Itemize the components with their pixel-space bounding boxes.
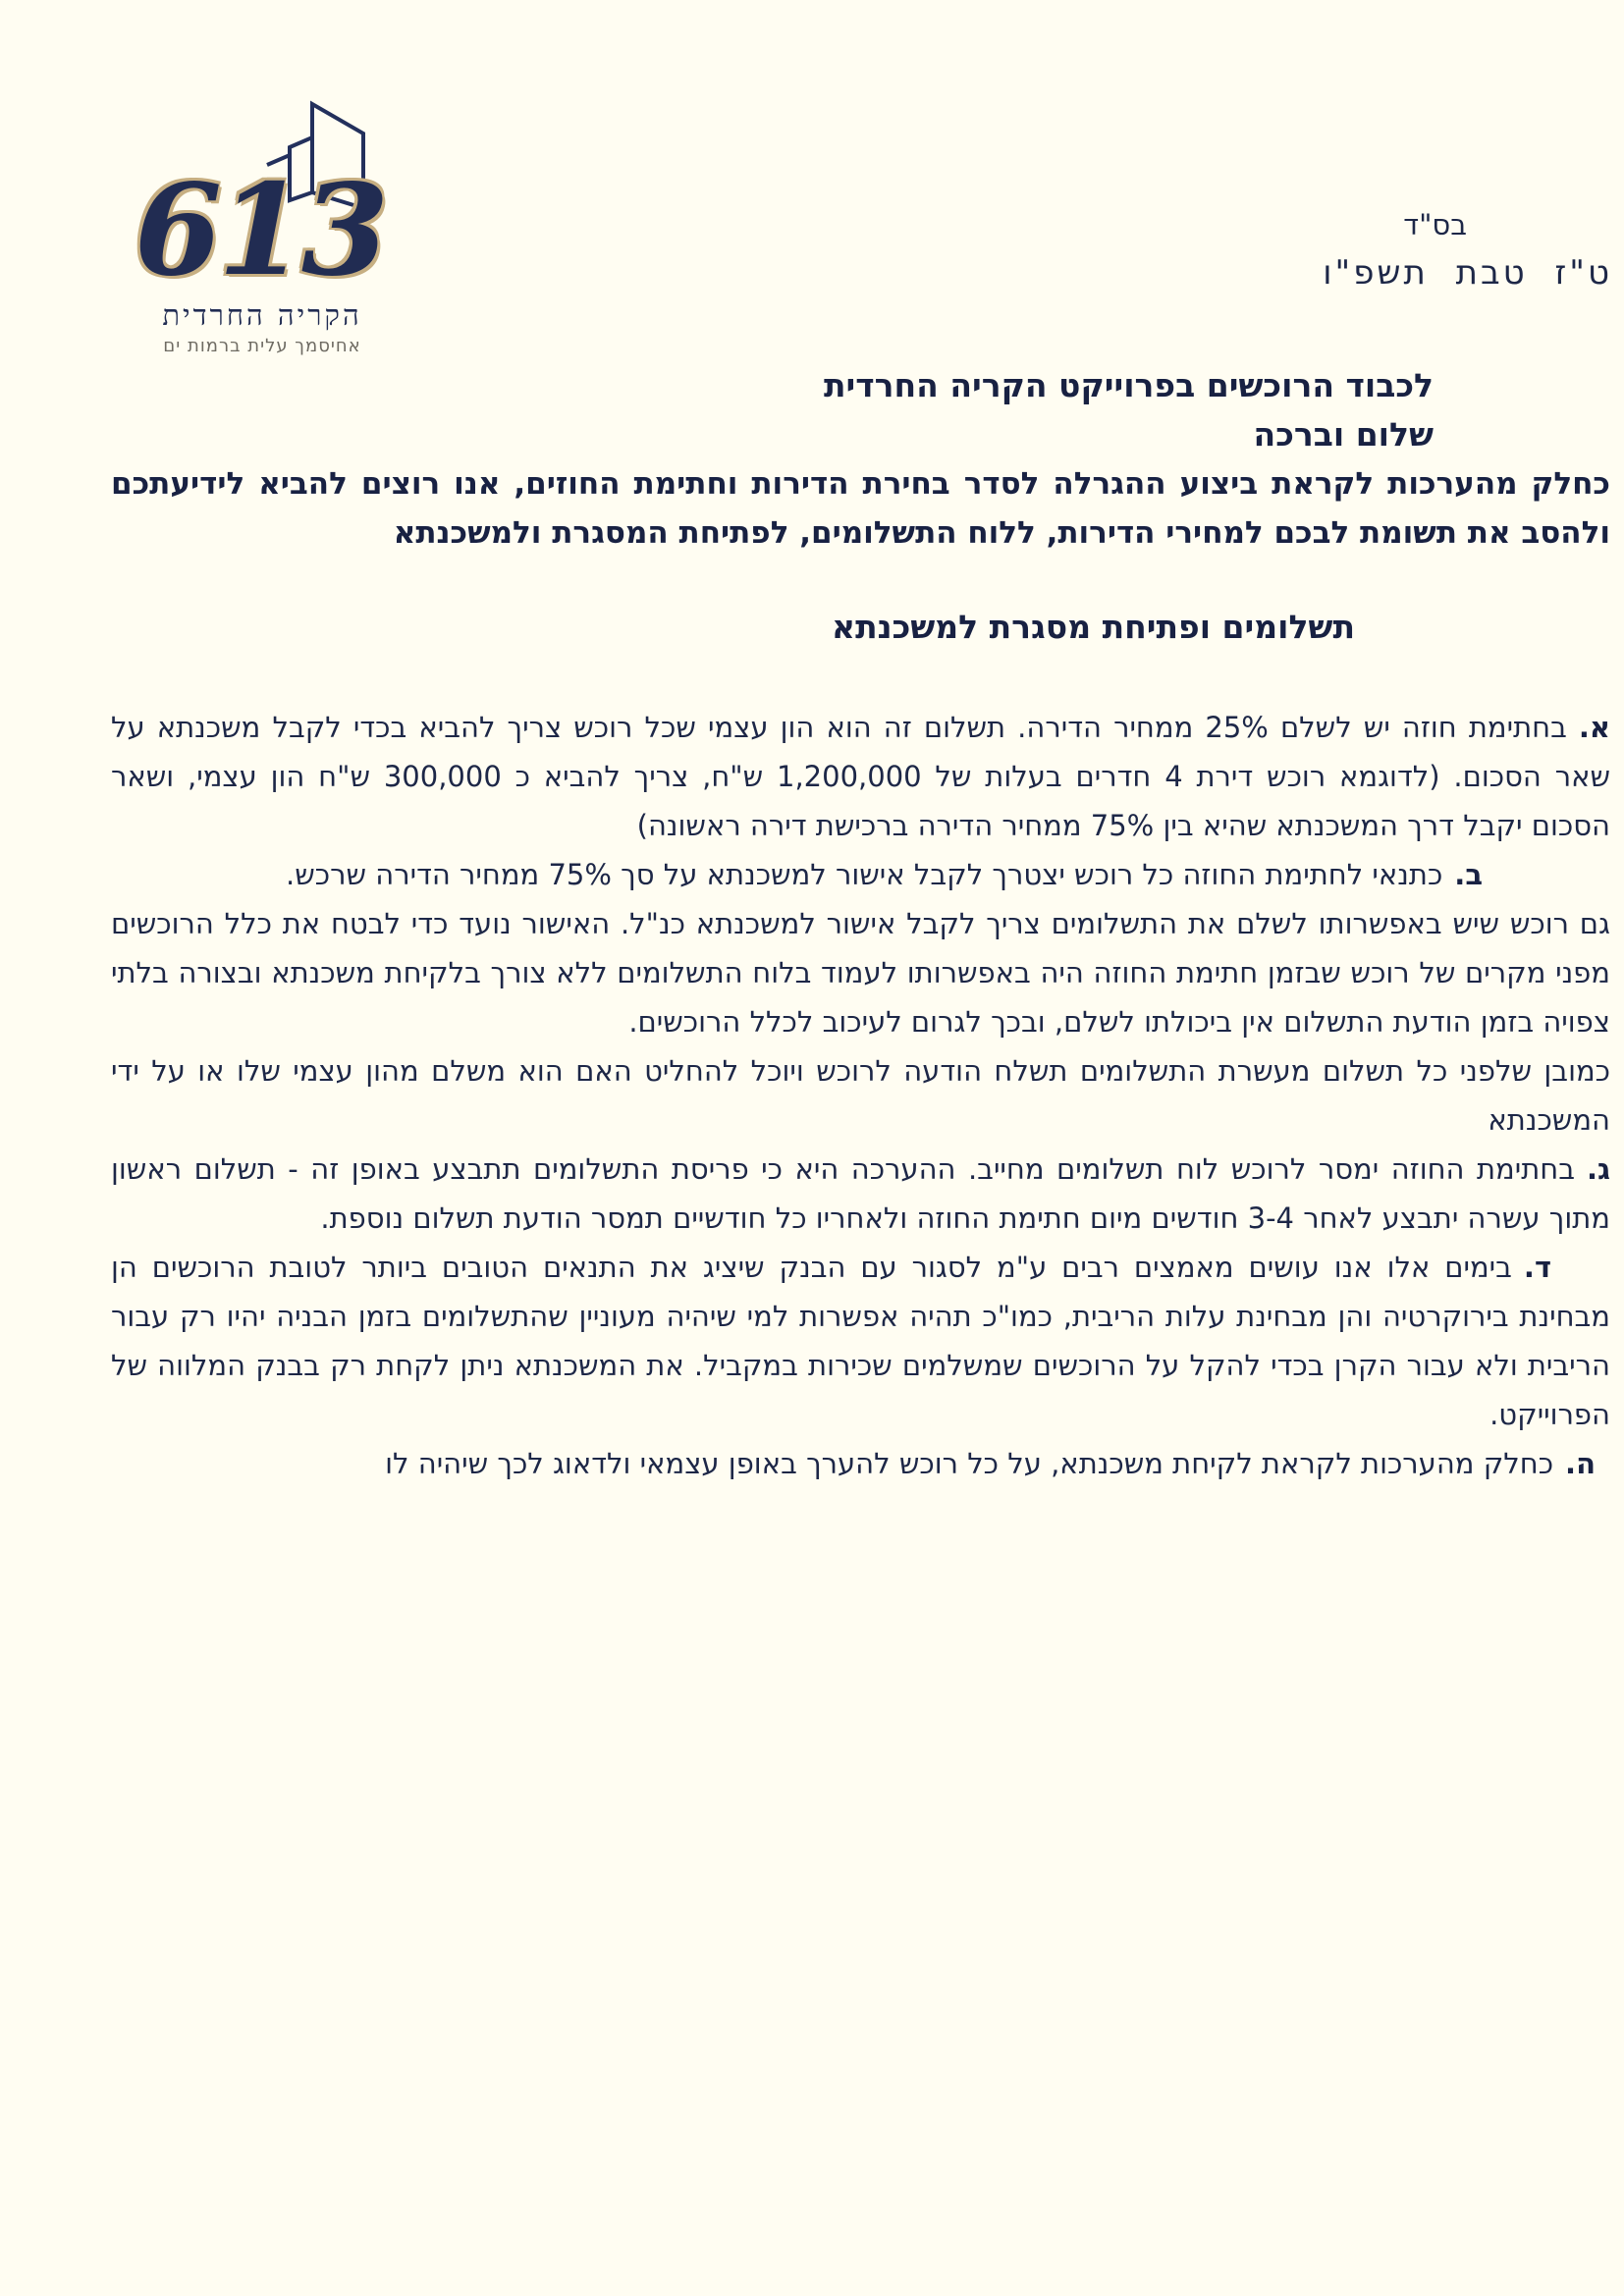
paragraph-bet-continued — [111, 899, 1610, 1046]
item-text: גם רוכש שיש באפשרותו לשלם את התשלומים צריך לקבל אישור למשכנתא כנ"ל. האישור נועד כדי לבטח את כלל הרוכשים מפני מקרים של רוכש שבזמן חתימת החוזה היה באפשרותו לעמוד בלוח התשלומים ללא צורך בלקיחת משכנתא ובצורה בלתי צפויה בזמן הודעת התשלום אין ביכולתו לשלם, ובכך לגרום לעיכוב לכלל הרוכשים. — [111, 907, 1610, 1039]
item-text: כמובן שלפני כל תשלום מעשרת התשלומים תשלח הודעה לרוכש ויוכל להחליט האם הוא משלם מהון עצמי שלו או על ידי המשכנתא — [111, 1054, 1610, 1137]
paragraph-bet — [111, 850, 1610, 899]
intro-line-2: ולהסב את תשומת לבכם למחירי הדירות, ללוח התשלומים, לפתיחת המסגרת ולמשכנתא — [393, 515, 1610, 551]
letter-content — [111, 361, 1610, 1488]
letter-body — [111, 703, 1610, 1488]
greeting-line: שלום וברכה — [1253, 415, 1434, 454]
item-text: בחתימת חוזה יש לשלם 25% ממחיר הדירה. תשלום זה הוא הון עצמי שכל רוכש צריך להביא בכדי לקבל משכנתא על שאר הסכום. (לדוגמא רוכש דירת 4 חדרים בעלות של 1,200,000 ש"ח, צריך להביא כ 300,000 ש"ח הון עצמי, ושאר הסכום יקבל דרך המשכנתא שהיא בין 75% ממחיר הדירה ברכישת דירה ראשונה) — [111, 711, 1610, 842]
paragraph-dalet — [111, 1243, 1610, 1439]
item-marker: ה. — [1565, 1447, 1596, 1480]
bsd-label: בס"ד — [1403, 208, 1467, 241]
section-title: תשלומים ופתיחת מסגרת למשכנתא — [832, 608, 1355, 646]
paragraph-aleph — [111, 703, 1610, 850]
paragraph-payment-notice — [111, 1046, 1610, 1145]
item-text: כחלק מהערכות לקראת לקיחת משכנתא, על כל רוכש להערך באופן עצמאי ולדאוג לכך שיהיה לו — [385, 1447, 1554, 1480]
item-text: בימים אלו אנו עושים מאמצים רבים ע"מ לסגור עם הבנק שיציג את התנאים הטובים ביותר לטובת הרוכשים הן מבחינת בירוקרטיה והן מבחינת עלות הריבית, כמו"כ תהיה אפשרות למי שיהיה מעוניין שהתשלומים בזמן הבניה יהיו רק עבור הריבית ולא עבור הקרן בכדי להקל על הרוכשים שמשלמים שכירות במקביל. את המשכנתא ניתן לקחת רק בבנק המלווה של הפרוייקט. — [111, 1251, 1610, 1431]
logo — [134, 90, 405, 365]
paragraph-heh — [111, 1439, 1610, 1488]
logo-subtitle: אחיסמך עלית ברמות ים — [163, 336, 361, 356]
recipient-line: לכבוד הרוכשים בפרוייקט הקריה החרדית — [823, 366, 1434, 404]
hebrew-date: ט"ז טבת תשפ"ו — [1323, 253, 1612, 293]
item-marker: ד. — [1523, 1251, 1551, 1284]
logo-numerals: 613 — [134, 157, 385, 304]
item-text: בחתימת החוזה ימסר לרוכש לוח תשלומים מחייב. ההערכה היא כי פריסת התשלומים תתבצע באופן זה - תשלום ראשון מתוך עשרה יתבצע לאחר 3-4 חודשים מיום חתימת החוזה ולאחריו כל חודשיים תמסר הודעת תשלום נוספת. — [111, 1152, 1610, 1235]
intro-line-1: כחלק מהערכות לקראת ביצוע ההגרלה לסדר בחירת הדירות וחתימת החוזים, אנו רוצים להביא לידיעתכם — [111, 466, 1610, 502]
item-marker: ג. — [1587, 1152, 1610, 1186]
item-marker: א. — [1578, 711, 1610, 744]
item-marker: ב. — [1454, 858, 1483, 891]
logo-title: הקריה החרדית — [162, 298, 362, 332]
paragraph-gimel — [111, 1145, 1610, 1243]
item-text: כתנאי לחתימת החוזה כל רוכש יצטרך לקבל אישור למשכנתא על סך 75% ממחיר הדירה שרכש. — [286, 858, 1443, 891]
